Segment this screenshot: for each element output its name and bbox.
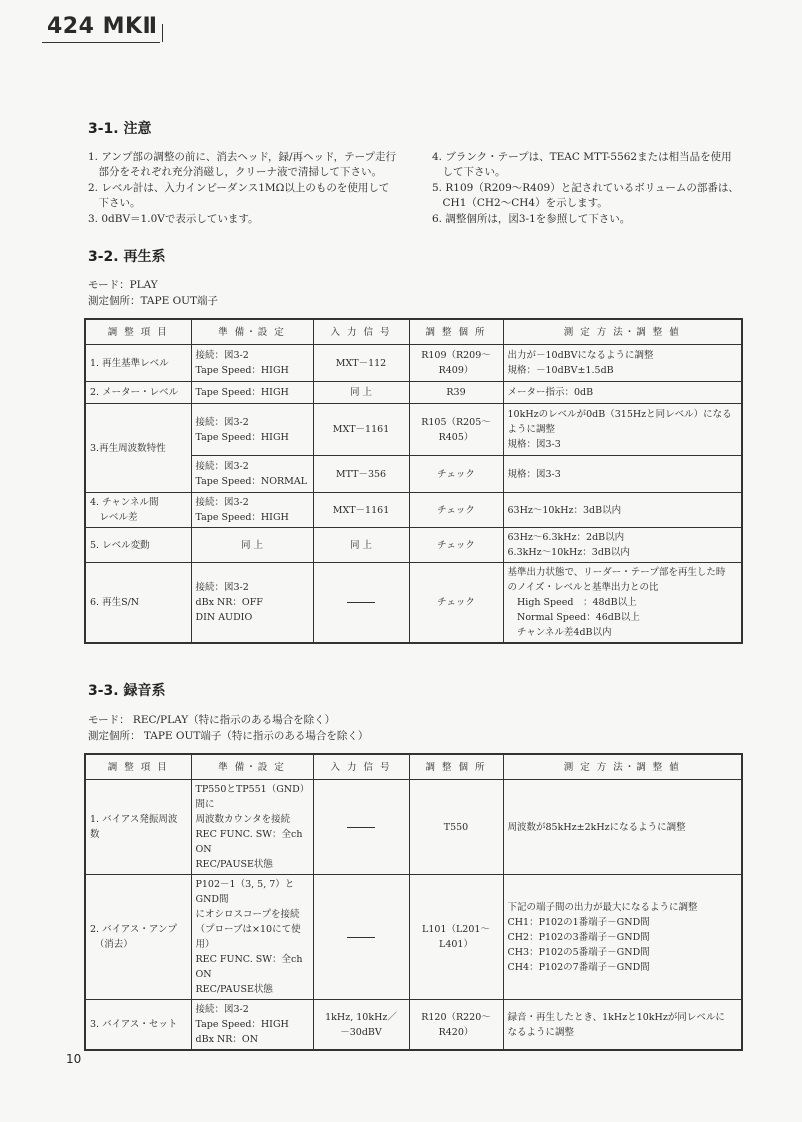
col-header-prep: 準 備・設 定 (191, 319, 313, 345)
section-3-1-title: 3-1. 注意 (88, 121, 152, 137)
method-cell: 出力が－10dBVになるように調整 規格：－10dBV±1.5dB (503, 345, 742, 382)
table-row (85, 563, 742, 644)
prep-cell: 接続：図3-2 Tape Speed：HIGH dBx NR：ON (191, 1000, 313, 1051)
prep-cell: 接続：図3-2 Tape Speed：NORMAL (191, 456, 313, 493)
prep-cell: 接続：図3-2 Tape Speed：HIGH (191, 493, 313, 528)
record-measure-point: 測定個所： TAPE OUT端子（特に指示のある場合を除く） (88, 730, 369, 742)
method-cell: メーター指示：0dB (503, 382, 742, 404)
note-3: 3. 0dBV＝1.0Vで表示しています。 (88, 213, 259, 225)
playback-mode: モード：PLAY (88, 279, 158, 291)
col-header-item: 調 整 項 目 (85, 754, 191, 780)
table-row (85, 780, 742, 875)
signal-cell (313, 780, 409, 875)
col-header-signal: 入 力 信 号 (313, 754, 409, 780)
col-header-prep: 準 備・設 定 (191, 754, 313, 780)
item-cell: 1. バイアス発振周波数 (85, 780, 191, 875)
note-2: 2. レベル計は、入力インピーダンス1MΩ以上のものを使用して 下さい。 (88, 182, 390, 209)
signal-cell: 同 上 (313, 382, 409, 404)
signal-cell: 1kHz, 10kHz／ －30dBV (313, 1000, 409, 1051)
playback-measure-point: 測定個所：TAPE OUT端子 (88, 295, 219, 307)
section-3-3-title: 3-3. 録音系 (88, 683, 166, 699)
record-table (84, 753, 743, 1051)
signal-cell: MXT－112 (313, 345, 409, 382)
item-cell: 1. 再生基準レベル (85, 345, 191, 382)
col-header-method: 測 定 方 法・調 整 値 (503, 319, 742, 345)
col-header-item: 調 整 項 目 (85, 319, 191, 345)
location-cell: チェック (409, 456, 503, 493)
item-cell: 2. バイアス・アンプ （消去） (85, 875, 191, 1000)
item-cell: 4. チャンネル間 レベル差 (85, 493, 191, 528)
item-cell: 5. レベル変動 (85, 528, 191, 563)
method-cell: 規格：図3-3 (503, 456, 742, 493)
location-cell: R39 (409, 382, 503, 404)
playback-table (84, 318, 743, 644)
prep-cell: 接続：図3-2 Tape Speed：HIGH (191, 345, 313, 382)
method-cell: 周波数が85kHz±2kHzになるように調整 (503, 780, 742, 875)
prep-cell: P102－1（3, 5, 7）とGND間 にオシロスコープを接続 （プローブは×10にて使用） REC FUNC. SW：全ch ON REC/PAUSE状態 (191, 875, 313, 1000)
table-row (85, 404, 742, 456)
item-cell: 3. バイアス・セット (85, 1000, 191, 1051)
prep-cell: 接続：図3-2 Tape Speed：HIGH (191, 404, 313, 456)
dash-mark (347, 827, 375, 828)
item-cell: 3.再生周波数特性 (85, 404, 191, 493)
location-cell: T550 (409, 780, 503, 875)
item-cell: 6. 再生S/N (85, 563, 191, 644)
location-cell: チェック (409, 528, 503, 563)
table-row (85, 528, 742, 563)
col-header-location: 調 整 個 所 (409, 754, 503, 780)
signal-cell: MXT－1161 (313, 404, 409, 456)
table-row (85, 875, 742, 1000)
method-cell: 10kHzのレベルが0dB（315Hzと同レベル）になる ように調整 規格：図3-3 (503, 404, 742, 456)
item-cell: 2. メーター・レベル (85, 382, 191, 404)
signal-cell (313, 563, 409, 644)
col-header-method: 測 定 方 法・調 整 値 (503, 754, 742, 780)
note-4: 4. ブランク・テープは、TEAC MTT-5562または相当品を使用 して下さい。 (432, 151, 732, 178)
table-row (85, 345, 742, 382)
signal-cell (313, 875, 409, 1000)
note-6: 6. 調整個所は，図3-1を参照して下さい。 (432, 213, 631, 225)
location-cell: チェック (409, 493, 503, 528)
location-cell: チェック (409, 563, 503, 644)
location-cell: L101（L201～L401） (409, 875, 503, 1000)
dash-mark (347, 937, 375, 938)
table-row (85, 1000, 742, 1051)
location-cell: R120（R220～R420） (409, 1000, 503, 1051)
model-title: 424 MKⅡ (47, 14, 158, 39)
method-cell: 録音・再生したとき、1kHzと10kHzが同レベルに なるように調整 (503, 1000, 742, 1051)
table-row (85, 382, 742, 404)
signal-cell: MTT－356 (313, 456, 409, 493)
method-cell: 基準出力状態で、リーダー・テープ部を再生した時 のノイズ・レベルと基準出力との比 High Speed ：48dB以上 Normal Speed：46dB以上 チャンネル差4dB以内 (503, 563, 742, 644)
location-cell: R109（R209～R409） (409, 345, 503, 382)
dash-mark (347, 602, 375, 603)
signal-cell: 同 上 (313, 528, 409, 563)
method-cell: 63Hz～10kHz：3dB以内 (503, 493, 742, 528)
col-header-location: 調 整 個 所 (409, 319, 503, 345)
prep-cell: Tape Speed：HIGH (191, 382, 313, 404)
record-mode: モード： REC/PLAY（特に指示のある場合を除く） (88, 714, 336, 726)
table-header-row (85, 754, 742, 780)
page-number: 10 (66, 1052, 82, 1066)
table-header-row (85, 319, 742, 345)
note-1: 1. アンプ部の調整の前に、消去ヘッド，録/再ヘッド，テープ走行 部分をそれぞれ充分消磁し，クリーナ液で清掃して下さい。 (88, 151, 397, 178)
header-rule (42, 42, 160, 43)
location-cell: R105（R205～R405） (409, 404, 503, 456)
signal-cell: MXT－1161 (313, 493, 409, 528)
section-3-2-title: 3-2. 再生系 (88, 249, 166, 265)
prep-cell: 接続：図3-2 dBx NR：OFF DIN AUDIO (191, 563, 313, 644)
header-tick (162, 24, 163, 42)
note-5: 5. R109（R209～R409）と記されているボリュームの部番は、 CH1（CH2～CH4）を示します。 (432, 182, 739, 209)
method-cell: 63Hz～6.3kHz：2dB以内 6.3kHz～10kHz：3dB以内 (503, 528, 742, 563)
method-cell: 下記の端子間の出力が最大になるように調整 CH1：P102の1番端子－GND間 CH2：P102の3番端子－GND間 CH3：P102の5番端子－GND間 CH4：P102の7番端子－GND間 (503, 875, 742, 1000)
col-header-signal: 入 力 信 号 (313, 319, 409, 345)
prep-cell: 同 上 (191, 528, 313, 563)
prep-cell: TP550とTP551（GND）間に 周波数カウンタを接続 REC FUNC. SW：全ch ON REC/PAUSE状態 (191, 780, 313, 875)
table-row (85, 493, 742, 528)
